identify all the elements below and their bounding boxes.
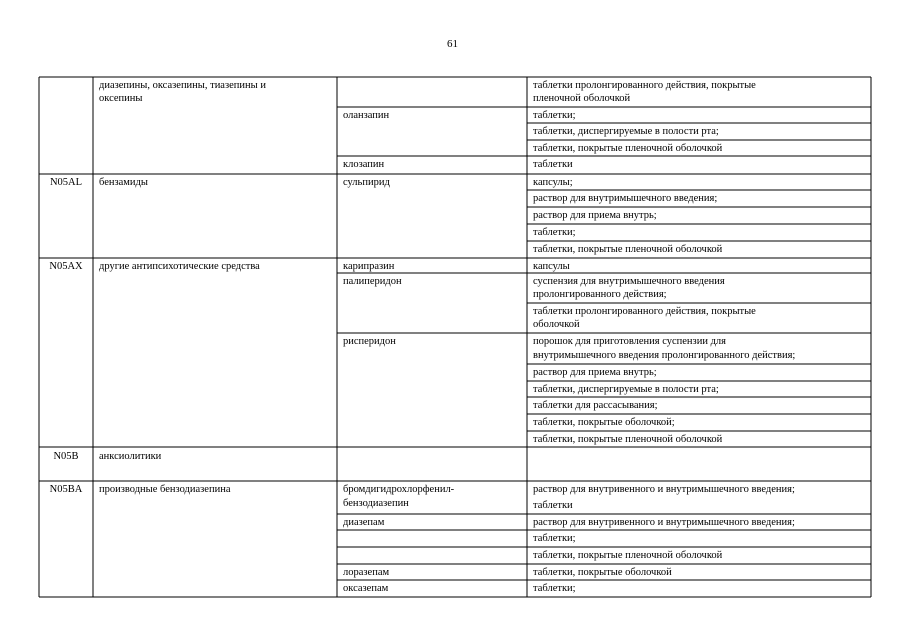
dosage-form-cont: пролонгированного действия; [533, 289, 667, 300]
dosage-form: таблетки пролонгированного действия, покрытые [533, 80, 756, 91]
drug-name: клозапин [343, 159, 385, 170]
dosage-form: таблетки, покрытые оболочкой; [533, 417, 675, 428]
drug-name: оксазепам [343, 583, 389, 594]
dosage-form: капсулы [533, 261, 570, 272]
dosage-form: суспензия для внутримышечного введения [533, 276, 725, 287]
drug-name: рисперидон [343, 336, 396, 347]
group-name: диазепины, оксазепины, тиазепины и [99, 80, 266, 91]
dosage-form: таблетки; [533, 533, 576, 544]
dosage-form: таблетки, диспергируемые в полости рта; [533, 384, 719, 395]
dosage-form: таблетки, покрытые оболочкой [533, 567, 672, 578]
drug-name: палиперидон [343, 276, 402, 287]
dosage-form: таблетки для рассасывания; [533, 400, 658, 411]
drug-name: бромдигидрохлорфенил- [343, 484, 455, 495]
group-name: производные бензодиазепина [99, 484, 231, 495]
drug-name: сульпирид [343, 177, 390, 188]
dosage-form: раствор для внутривенного и внутримышечного введения; [533, 484, 795, 495]
dosage-form-cont: внутримышечного введения пролонгированного действия; [533, 350, 796, 361]
dosage-form: таблетки, покрытые пленочной оболочкой [533, 244, 723, 255]
dosage-form: таблетки, покрытые пленочной оболочкой [533, 143, 723, 154]
dosage-form: таблетки, покрытые пленочной оболочкой [533, 550, 723, 561]
drug-name: оланзапин [343, 110, 390, 121]
dosage-form: порошок для приготовления суспензии для [533, 336, 726, 347]
dosage-form: капсулы; [533, 177, 573, 188]
dosage-form: таблетки; [533, 110, 576, 121]
drug-name: диазепам [343, 517, 385, 528]
dosage-form: раствор для приема внутрь; [533, 367, 657, 378]
atc-code: N05AX [49, 261, 83, 272]
dosage-form: таблетки; [533, 583, 576, 594]
drug-name: лоразепам [343, 567, 390, 578]
dosage-form: таблетки [533, 500, 573, 511]
group-name: бензамиды [99, 177, 148, 188]
dosage-form: таблетки, диспергируемые в полости рта; [533, 126, 719, 137]
dosage-form: таблетки пролонгированного действия, покрытые [533, 306, 756, 317]
drug-name: карипразин [343, 261, 395, 272]
atc-code: N05AL [49, 177, 83, 188]
atc-code: N05B [53, 451, 79, 462]
dosage-form: таблетки [533, 159, 573, 170]
dosage-form: раствор для внутривенного и внутримышечного введения; [533, 517, 795, 528]
dosage-form: раствор для внутримышечного введения; [533, 193, 718, 204]
drug-name-cont: бензодиазепин [343, 498, 409, 509]
page-number: 61 [447, 38, 458, 50]
dosage-form: раствор для приема внутрь; [533, 210, 657, 221]
dosage-form: таблетки; [533, 227, 576, 238]
dosage-form-cont: оболочкой [533, 319, 580, 330]
dosage-form-cont: пленочной оболочкой [533, 93, 631, 104]
group-name: другие антипсихотические средства [99, 261, 260, 272]
dosage-form: таблетки, покрытые пленочной оболочкой [533, 434, 723, 445]
group-name: анксиолитики [99, 451, 162, 462]
atc-code: N05BA [49, 484, 83, 495]
group-name-cont: оксепины [99, 93, 143, 104]
